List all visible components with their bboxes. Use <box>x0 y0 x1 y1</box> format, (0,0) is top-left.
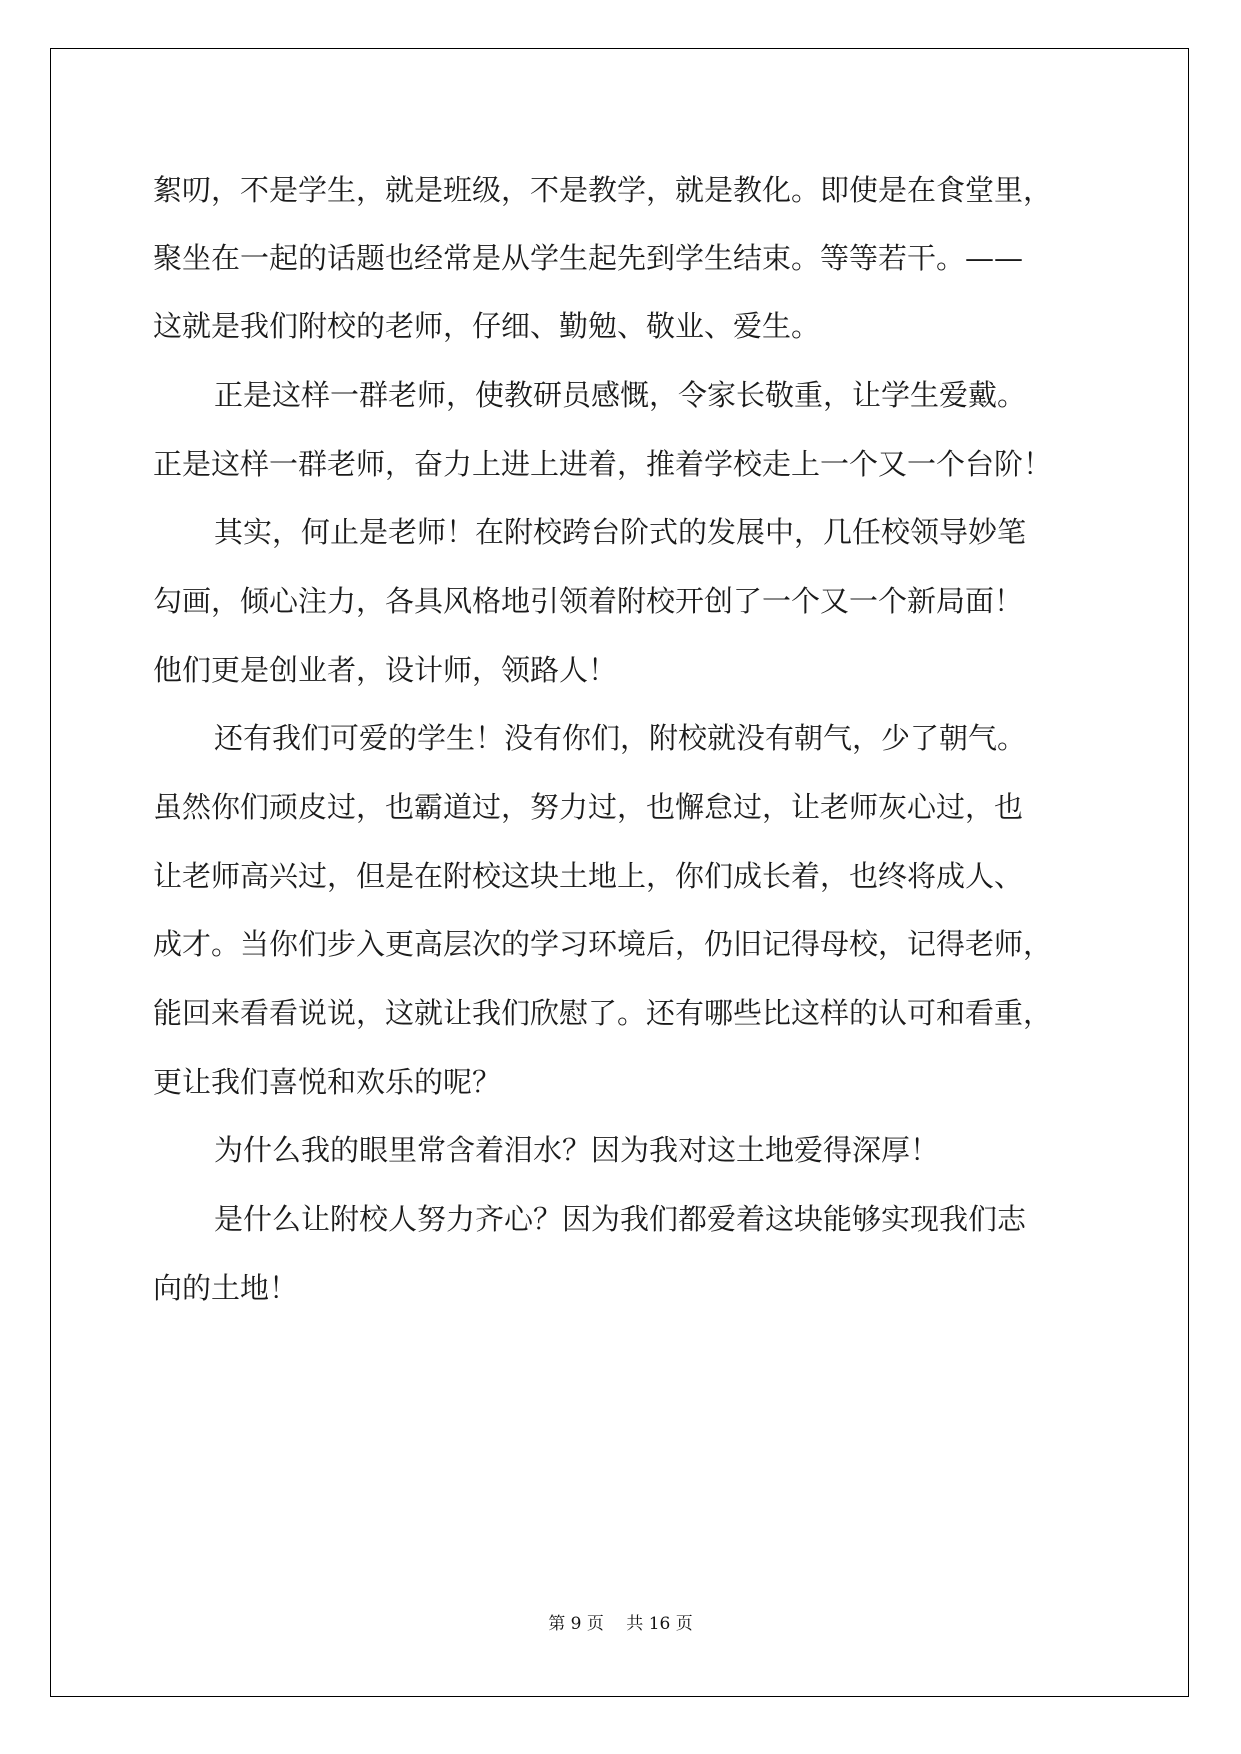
text-line: 正是这样一群老师，使教研员感慨，令家长敬重，让学生爱戴。 <box>214 378 1027 412</box>
page-number: 第 9 页 共 16 页 <box>548 1614 693 1634</box>
text-line: 能回来看看说说，这就让我们欣慰了。还有哪些比这样的认可和看重， <box>153 996 1053 1030</box>
text-line: 这就是我们附校的老师，仔细、勤勉、敬业、爱生。 <box>153 309 821 343</box>
text-line: 更让我们喜悦和欢乐的呢？ <box>153 1065 502 1099</box>
text-line: 成才。当你们步入更高层次的学习环境后，仍旧记得母校，记得老师， <box>153 927 1053 961</box>
text-line: 向的土地！ <box>153 1271 299 1305</box>
text-line: 其实，何止是老师！在附校跨台阶式的发展中，几任校领导妙笔 <box>214 515 1027 549</box>
text-line: 聚坐在一起的话题也经常是从学生起先到学生结束。等等若干。—— <box>153 241 1024 275</box>
text-line: 还有我们可爱的学生！没有你们，附校就没有朝气，少了朝气。 <box>214 721 1027 755</box>
text-line: 絮叨，不是学生，就是班级，不是教学，就是教化。即使是在食堂里， <box>153 173 1053 207</box>
text-line: 是什么让附校人努力齐心？因为我们都爱着这块能够实现我们志 <box>214 1202 1027 1236</box>
text-line: 虽然你们顽皮过，也霸道过，努力过，也懈怠过，让老师灰心过，也 <box>153 790 1024 824</box>
text-line: 勾画，倾心注力，各具风格地引领着附校开创了一个又一个新局面！ <box>153 584 1024 618</box>
text-line: 让老师高兴过，但是在附校这块土地上，你们成长着，也终将成人、 <box>153 859 1024 893</box>
text-line: 为什么我的眼里常含着泪水？因为我对这土地爱得深厚！ <box>214 1133 940 1167</box>
text-line: 正是这样一群老师，奋力上进上进着，推着学校走上一个又一个台阶！ <box>153 447 1053 481</box>
text-line: 他们更是创业者，设计师，领路人！ <box>153 653 618 687</box>
